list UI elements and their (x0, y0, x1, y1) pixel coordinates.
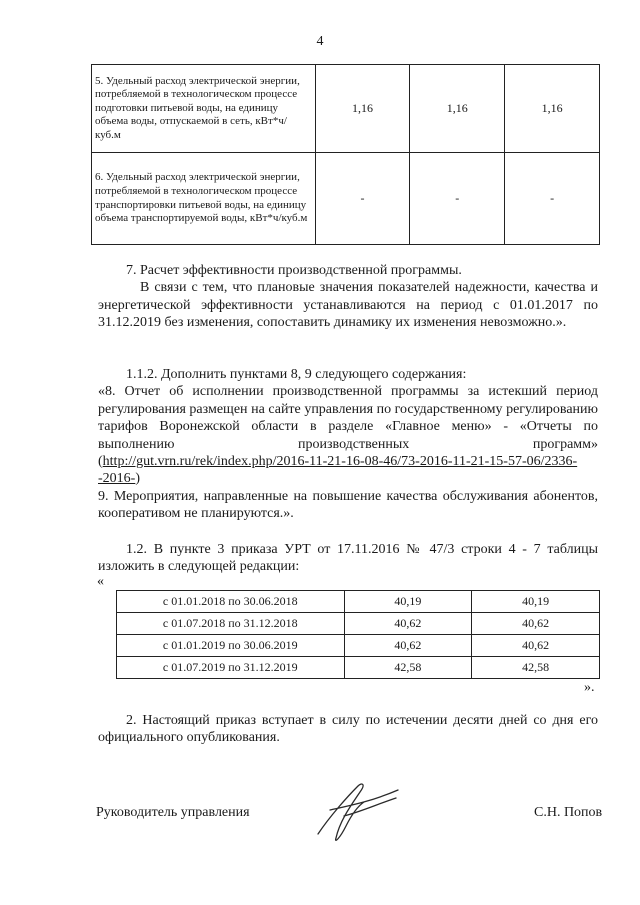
item-1-2 (98, 541, 598, 576)
table-row (117, 657, 600, 679)
section-7-title: 7. Расчет эффективности производственной программы. (126, 263, 462, 278)
section-7-body: В связи с тем, что плановые значения показателей надежности, качества и энергетической эффективности устанавливаются на период с 01.01.2017 по 31.12.2019 без изменения, сопоставить динамику их изменения невозможно.». (98, 280, 598, 331)
indicator-value: - (315, 153, 410, 245)
close-quote: ». (584, 680, 595, 695)
tariff-value: 40,19 (344, 591, 472, 613)
signatory-position: Руководитель управления (96, 805, 250, 820)
section-7 (98, 262, 598, 332)
page-number: 4 (316, 34, 324, 49)
tariff-period: с 01.01.2019 по 30.06.2019 (117, 635, 345, 657)
report-link[interactable]: http://gut.vrn.ru/rek/index.php/2016-11-21-16-08-46/73-2016-11-21-15-57-06/2336--2016- (98, 454, 578, 487)
tariff-value: 40,62 (344, 635, 472, 657)
item-2 (98, 712, 598, 747)
table-row (117, 635, 600, 657)
open-quote: « (97, 574, 104, 589)
handwritten-signature (300, 776, 410, 846)
table-row (117, 613, 600, 635)
item-1-1-2 (98, 366, 598, 523)
indicator-value: 1,16 (315, 65, 410, 153)
item-2-text: 2. Настоящий приказ вступает в силу по истечении десяти дней со дня его официального опубликования. (98, 713, 598, 746)
tariff-value: 40,62 (472, 613, 600, 635)
item-8-text: «8. Отчет об исполнении производственной программы за истекший период регулирования размещен на сайте управления по государственному регулированию тарифов Воронежской области в разделе «Главное меню» - «Отчеты по выполнению производственных программ» (98, 384, 598, 452)
indicator-value: - (410, 153, 505, 245)
tariff-period: с 01.07.2018 по 31.12.2018 (117, 613, 345, 635)
table-row (92, 153, 600, 245)
tariff-table (116, 590, 600, 679)
tariff-value: 42,58 (344, 657, 472, 679)
item-9-text: 9. Мероприятия, направленные на повышение качества обслуживания абонентов, кооперативом не планируются.». (98, 488, 598, 522)
report-link-paragraph: (http://gut.vrn.ru/rek/index.php/2016-11-21-16-08-46/73-2016-11-21-15-57-06/2336--2016-) (98, 454, 578, 487)
indicator-label: 6. Удельный расход электрической энергии, потребляемой в технологическом процессе транспортировки питьевой воды, на единицу объема транспортируемой воды, кВт*ч/куб.м (92, 153, 316, 245)
tariff-value: 40,62 (472, 635, 600, 657)
indicator-label: 5. Удельный расход электрической энергии, потребляемой в технологическом процессе подготовки питьевой воды, на единицу объема воды, отпускаемой в сеть, кВт*ч/куб.м (92, 65, 316, 153)
table-row (92, 65, 600, 153)
indicator-value: 1,16 (505, 65, 600, 153)
indicators-table (91, 64, 600, 245)
table-row (117, 591, 600, 613)
tariff-value: 40,19 (472, 591, 600, 613)
tariff-value: 42,58 (472, 657, 600, 679)
tariff-value: 40,62 (344, 613, 472, 635)
item-1-2-text: 1.2. В пункте 3 приказа УРТ от 17.11.2016 № 47/3 строки 4 - 7 таблицы изложить в следующей редакции: (98, 542, 598, 575)
tariff-period: с 01.01.2018 по 30.06.2018 (117, 591, 345, 613)
item-1-1-2-intro: 1.1.2. Дополнить пунктами 8, 9 следующего содержания: (126, 367, 467, 382)
indicator-value: 1,16 (410, 65, 505, 153)
tariff-period: с 01.07.2019 по 31.12.2019 (117, 657, 345, 679)
signatory-name: С.Н. Попов (534, 805, 603, 820)
indicator-value: - (505, 153, 600, 245)
